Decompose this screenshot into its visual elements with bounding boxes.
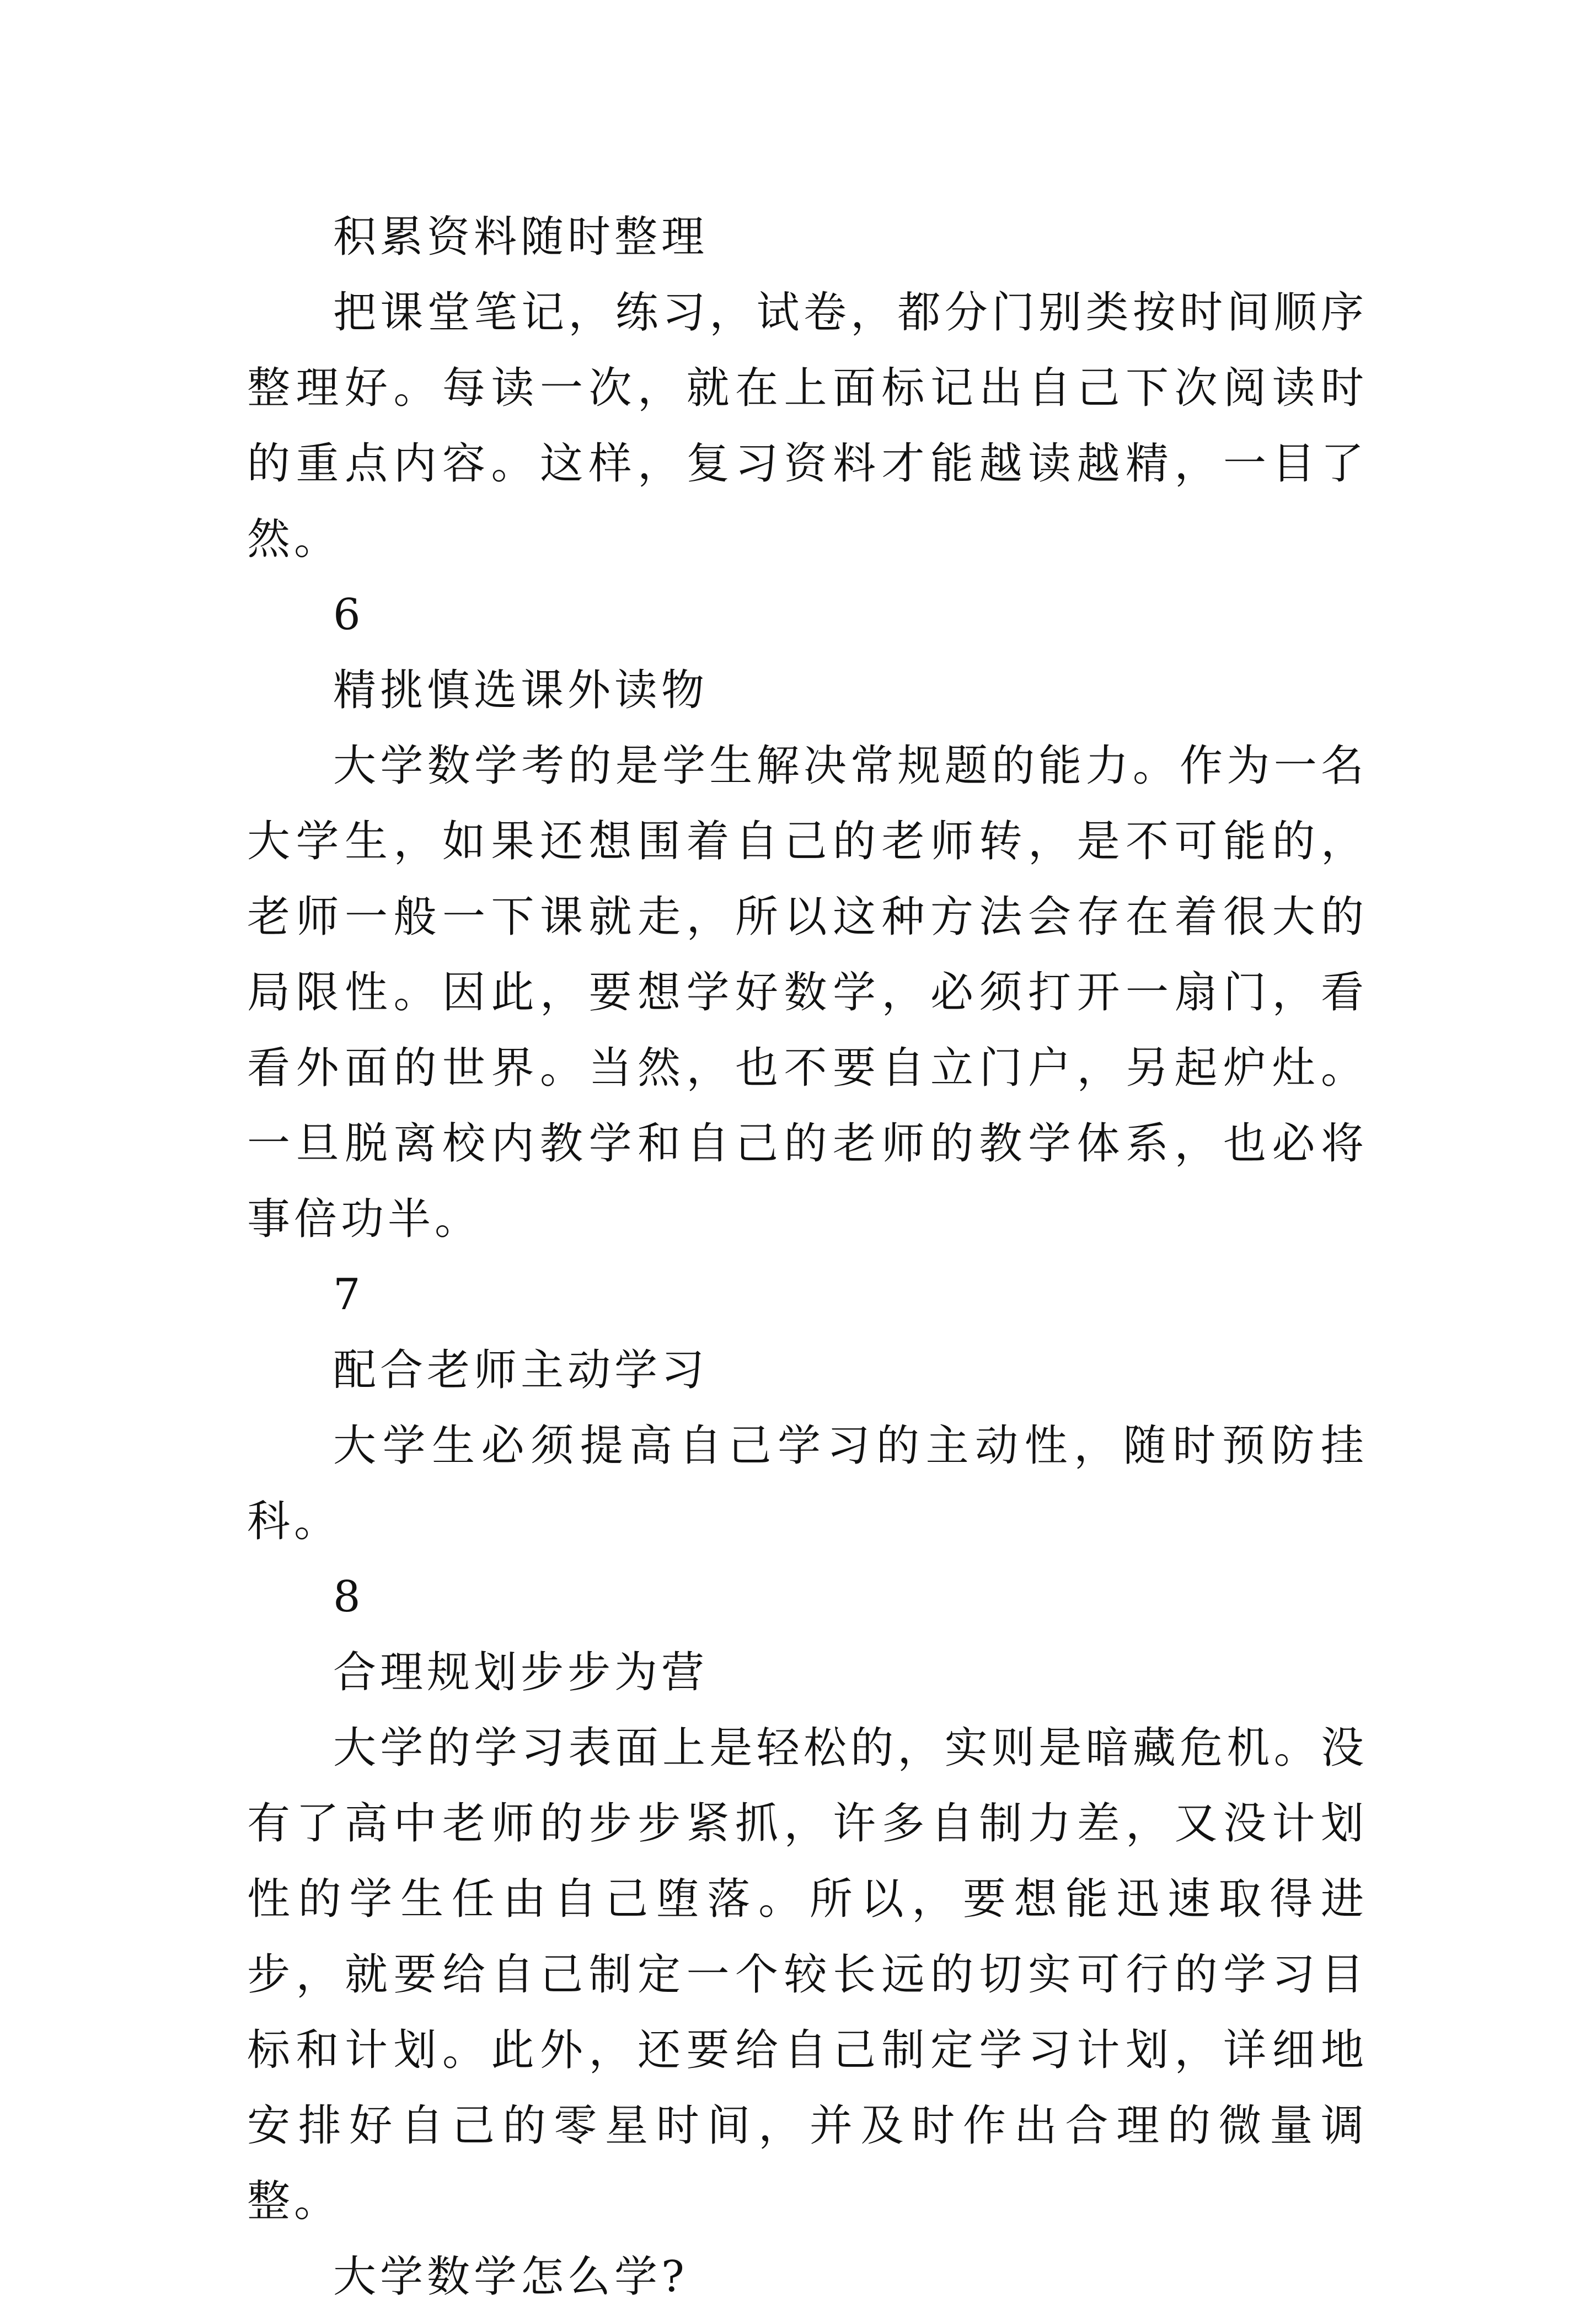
- section-heading: 积累资料随时整理: [333, 212, 709, 262]
- section-number: 8: [333, 1572, 365, 1622]
- section-number: 6: [333, 590, 365, 640]
- document-body: [247, 200, 1368, 2315]
- section-heading: 合理规划步步为营: [333, 1648, 709, 1697]
- body-paragraph: 把课堂笔记，练习，试卷，都分门别类按时间顺序整理好。每读一次，就在上面标记出自己下次阅读时的重点内容。这样，复习资料才能越读越精，一目了然。: [247, 288, 1368, 564]
- section-number: 7: [333, 1270, 365, 1320]
- section-heading: 配合老师主动学习: [333, 1346, 709, 1395]
- body-paragraph: 大学数学考的是学生解决常规题的能力。作为一名大学生，如果还想围着自己的老师转，是不可能的，老师一般一下课就走，所以这种方法会存在着很大的局限性。因此，要想学好数学，必须打开一扇门，看看外面的世界。当然，也不要自立门户，另起炉灶。一旦脱离校内教学和自己的老师的教学体系，也必将事倍功半。: [247, 741, 1368, 1244]
- body-paragraph: 大学生必须提高自己学习的主动性，随时预防挂科。: [247, 1421, 1368, 1546]
- closing-question: 大学数学怎么学?: [333, 2252, 688, 2302]
- section-heading: 精挑慎选课外读物: [333, 666, 709, 715]
- body-paragraph: 大学的学习表面上是轻松的，实则是暗藏危机。没有了高中老师的步步紧抓，许多自制力差，又没计划性的学生任由自己堕落。所以，要想能迅速取得进步，就要给自己制定一个较长远的切实可行的学习目标和计划。此外，还要给自己制定学习计划，详细地安排好自己的零星时间，并及时作出合理的微量调整。: [247, 1723, 1368, 2226]
